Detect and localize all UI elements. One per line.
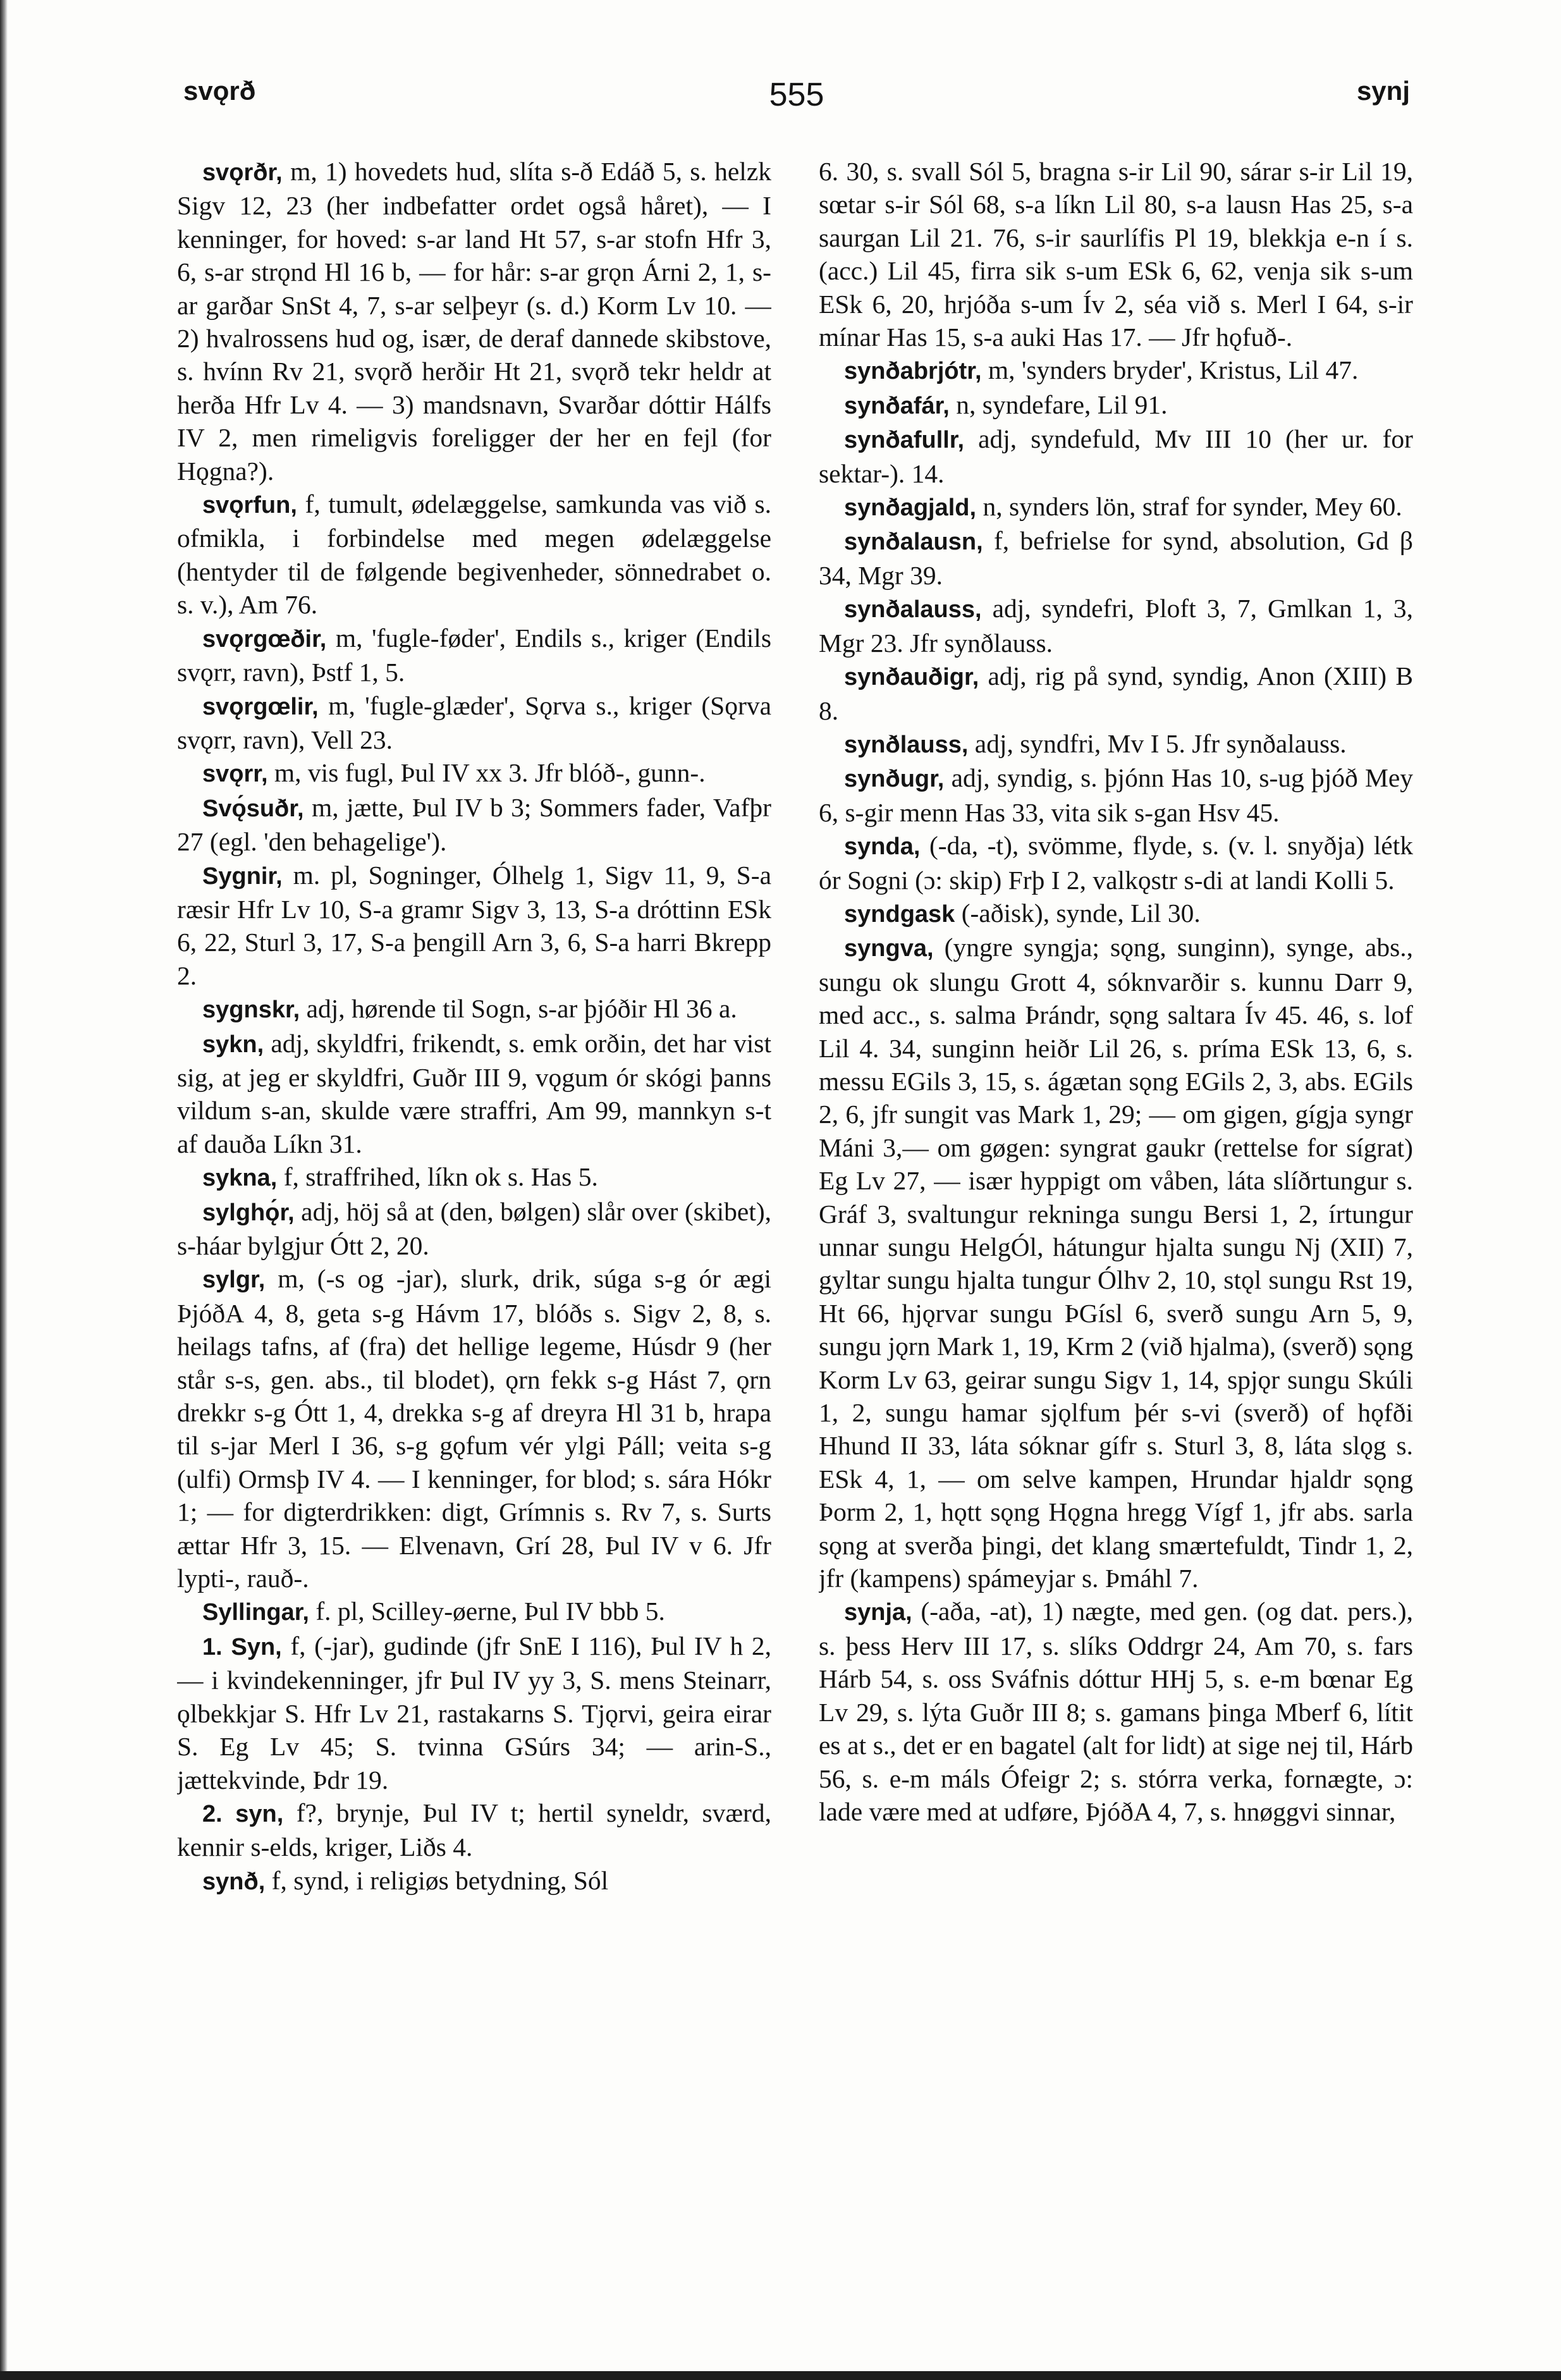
dictionary-entry (177, 1262, 771, 1595)
entry-headword: sykn, (202, 1031, 264, 1058)
entry-headword: Syllingar, (202, 1599, 309, 1626)
entry-definition: m, 'fugle-føder', Endils s., kriger (Endils svǫrr, ravn), Þstf 1, 5. (177, 623, 771, 687)
entry-definition: m, 'synders bryder', Kristus, Lil 47. (988, 355, 1359, 385)
dictionary-entry (177, 1195, 771, 1263)
entry-headword: svǫrðr, (202, 159, 283, 186)
dictionary-entry (819, 524, 1413, 592)
dictionary-entry (819, 490, 1413, 524)
dictionary-entry (819, 931, 1413, 1595)
left-guide-word: svǫrð (183, 76, 256, 106)
dictionary-entry (177, 1595, 771, 1629)
entry-definition: f?, brynje, Þul IV t; hertil syneldr, sværd, kennir s-elds, kriger, Liðs 4. (177, 1798, 771, 1862)
dictionary-entry (177, 1864, 771, 1898)
entry-definition: n, syndefare, Lil 91. (956, 390, 1168, 419)
entry-definition: f, synd, i religiøs betydning, Sól (271, 1865, 609, 1895)
entry-headword: 2. syn, (202, 1800, 284, 1827)
dictionary-entry (819, 761, 1413, 829)
entry-headword: synja, (844, 1599, 912, 1626)
entry-definition: f, straffrihed, líkn ok s. Has 5. (283, 1162, 598, 1192)
dictionary-entry (819, 1595, 1413, 1828)
entry-headword: synðauðigr, (844, 664, 979, 691)
entry-definition: f, befrielse for synd, absolution, Gd β 34, Mgr 39. (819, 526, 1413, 590)
entry-headword: sylgr, (202, 1267, 266, 1294)
scan-bottom-edge (0, 2371, 1561, 2380)
dictionary-entry (177, 992, 771, 1026)
entry-headword: synda, (844, 833, 921, 861)
scan-left-edge (0, 0, 8, 2380)
dictionary-entry (819, 388, 1413, 422)
entry-headword: synð, (202, 1868, 266, 1895)
dictionary-entry (819, 592, 1413, 659)
entry-headword: Sygnir, (202, 862, 283, 890)
right-guide-word: synj (1356, 76, 1410, 106)
dictionary-entry (819, 353, 1413, 388)
entry-headword: 1. Syn, (202, 1633, 282, 1660)
entry-headword: synðalausn, (844, 529, 983, 556)
entry-definition: (-aðisk), synde, Lil 30. (961, 898, 1201, 928)
entry-definition: 6. 30, s. svall Sól 5, bragna s-ir Lil 90, sárar s-ir Lil 19, sœtar s-ir Sól 68, s-a líkn Lil 80, s-a lausn Has 25, s-a saurgan Lil 21. 76, s-ir saurlífis Pl 19, blekkja e-n í s. (acc.) Lil 45, firra sik s-um ESk 6, 62, venja sik s-um ESk 6, 20, hrjóða s-um Ív 2, séa við s. Merl I 64, s-ir mínar Has 15, s-a auki Has 17. — Jfr hǫfuð-. (819, 157, 1413, 352)
entry-headword: synðlauss, (844, 731, 969, 758)
dictionary-entry (177, 1629, 771, 1796)
entry-headword: sykna, (202, 1165, 278, 1192)
entry-headword: sylghǫ́r, (202, 1199, 295, 1226)
entry-definition: adj, syndig, s. þjónn Has 10, s-ug þjóð Mey 6, s-gir menn Has 33, vita sik s-gan Hsv 45. (819, 763, 1413, 827)
entry-definition: m, 'fugle-glæder', Sǫrva s., kriger (Sǫrva svǫrr, ravn), Vell 23. (177, 690, 771, 754)
entry-definition: n, synders lön, straf for synder, Mey 60. (983, 492, 1402, 522)
entry-definition: m, vis fugl, Þul IV xx 3. Jfr blóð-, gunn-. (274, 758, 706, 788)
entry-headword: synðugr, (844, 766, 945, 793)
entry-definition: f, tumult, ødelæggelse, samkunda vas við s. ofmikla, i forbindelse med megen ødelæggelse (hentyder til de følgende begivenheder, sönnedrabet o. s. v.), Am 76. (177, 489, 771, 620)
entry-definition: (-da, -t), svömme, flyde, s. (v. l. snyðja) létk ór Sogni (ɔ: skip) Frþ I 2, valkǫstr s-di at landi Kolli 5. (819, 831, 1413, 895)
entry-headword: synðagjald, (844, 494, 977, 522)
dictionary-entry (177, 756, 771, 790)
right-column (819, 155, 1413, 2330)
entry-headword: synðafullr, (844, 427, 965, 454)
dictionary-entry (819, 829, 1413, 897)
left-column (177, 155, 771, 2330)
entry-definition: adj, rig på synd, syndig, Anon (XIII) B 8. (819, 661, 1413, 725)
entry-headword: synðalauss, (844, 596, 982, 623)
dictionary-entry (819, 727, 1413, 761)
entry-headword: svǫrr, (202, 761, 268, 788)
entry-headword: Svǫ́suðr, (202, 795, 304, 822)
entry-definition: adj, hørende til Sogn, s-ar þjóðir Hl 36 a. (306, 994, 737, 1024)
entry-headword: sygnskr, (202, 997, 300, 1024)
entry-definition: (-aða, -at), 1) nægte, med gen. (og dat. pers.), s. þess Herv III 17, s. slíks Oddrgr 24, Am 70, s. fars Hárb 54, s. oss Sváfnis dóttur HHj 5, s. e-m bœnar Eg Lv 29, s. lýta Guðr III 8; s. gamans þinga Mberf 6, lítit es at s., det er en bagatel (alt for lidt) at sige nej til, Hárb 56, s. e-m máls Ófeigr 2; s. stórra verka, fornægte, ɔ: lade være med at udføre, ÞjóðA 4, 7, s. hnøggvi sinnar, (819, 1597, 1413, 1826)
dictionary-entry (819, 422, 1413, 490)
entry-definition: adj, skyldfri, frikendt, s. emk orðin, det har vist sig, at jeg er skyldfri, Guðr III 9, vǫgum ór skógi þanns vildum s-an, skulde være straffri, Am 99, mannkyn s-t af dauða Líkn 31. (177, 1028, 771, 1158)
entry-definition: (yngre syngja; sǫng, sunginn), synge, abs., sungu ok slungu Grott 4, sóknvarðir s. kunnu Darr 9, med acc., s. salma Þrándr, sǫng saltara Ív 45. 46, s. lof Lil 4. 34, sunginn heiðr Lil 26, s. príma ESk 13, 6, s. messu EGils 3, 15, s. ágætan sǫng EGils 2, 3, abs. EGils 2, 6, jfr sungit vas Mark 1, 29; — om gigen, gígja syngr Máni 3,— om gøgen: syngrat gaukr (rettelse for sígrat) Eg Lv 27, — især hyppigt om våben, láta slíðrtungur s. Gráf 3, svaltungur rekninga sungu Bersi 1, 2, írtungur unnar sungu HelgÓl, hátungur hjalta sungu Nj (XII) 7, gyltar sungu hjalta tungur Ólhv 2, 10, stǫl sungu Rst 19, Ht 66, hjǫrvar sungu ÞGísl 6, sverð sungu Arn 5, 9, sungu jǫrn Mark 1, 19, Krm 2 (við hjalma), (sverð) sǫng Korm Lv 63, geirar sungu Sigv 1, 14, spjǫr sungu Skúli 1, 2, sungu hamar sjǫlfum þér s-vi (sverð) of hǫfði Hhund II 33, láta sóknar gífr s. Sturl 3, 8, láta slǫg s. ESk 4, 1, — om selve kampen, Hrundar hjaldr sǫng Þorm 2, 1, hǫtt sǫng Hǫgna hregg Vígf 1, jfr abs. sarla sǫng at sverða þingi, det klang smærtefuldt, Tindr 1, 2, jfr (kampens) spámeyjar s. Þmáhl 7. (819, 933, 1413, 1593)
entry-definition: f, (-jar), gudinde (jfr SnE I 116), Þul IV h 2, — i kvindekenninger, jfr Þul IV yy 3, S. mens Steinarr, ǫlbekkjar S. Hfr Lv 21, rastakarns S. Tjǫrvi, geira eirar S. Eg Lv 45; S. tvinna GSúrs 34; — arin-S., jættekvinde, Þdr 19. (177, 1631, 771, 1794)
entry-headword: svǫrfun, (202, 492, 297, 519)
entry-headword: synðabrjótr, (844, 358, 982, 385)
dictionary-entry (177, 859, 771, 993)
dictionary-entry (819, 897, 1413, 931)
dictionary-entry (819, 155, 1413, 353)
entry-headword: svǫrgœlir, (202, 693, 319, 720)
entry-definition: m, 1) hovedets hud, slíta s-ð Edáð 5, s. helzk Sigv 12, 23 (her indbefatter ordet også håret), — I kenninger, for hoved: s-ar land Ht 57, s-ar stofn Hfr 3, 6, s-ar strǫnd Hl 16 b, — for hår: s-ar grǫn Árni 2, 1, s-ar garðar SnSt 4, 7, s-ar selþeyr (s. d.) Korm Lv 10. — 2) hvalrossens hud og, især, de deraf dannede skibstove, s. hvínn Rv 21, svǫrð herðir Ht 21, svǫrð tekr heldr at herða Hfr Lv 4. — 3) mandsnavn, Svarðar dóttir Hálfs IV 2, men rimeligvis foreligger der her en fejl (for Hǫgna?). (177, 157, 771, 486)
dictionary-entry (177, 689, 771, 757)
entry-definition: adj, syndfri, Mv I 5. Jfr synðalauss. (974, 728, 1347, 758)
entry-definition: m, (-s og -jar), slurk, drik, súga s-g ór ægi ÞjóðA 4, 8, geta s-g Hávm 17, blóðs s. Sigv 2, 8, s. heilags tafns, af (fra) det hellige legeme, Húsdr 9 (her står s-s, gen. abs., til blodet), ǫrn fekk s-g Hást 7, ǫrn drekkr s-g Ótt 1, 4, drekka s-g af dreyra Hl 31 b, hrapa til s-jar Merl I 36, s-g gǫfum vér ylgi Páll; veita s-g (ulfi) Ormsþ IV 4. — I kenninger, for blod; s. sára Hókr 1; — for digterdrikken: digt, Grímnis s. Rv 7, s. Surts ættar Hfr 3, 15. — Elvenavn, Grí 28, Þul IV v 6. Jfr lypti-, rauð-. (177, 1264, 771, 1593)
entry-definition: adj, syndefri, Þloft 3, 7, Gmlkan 1, 3, Mgr 23. Jfr synðlauss. (819, 594, 1413, 658)
dictionary-entry (177, 1160, 771, 1194)
entry-definition: adj, höj så at (den, bølgen) slår over (skibet), s-háar bylgjur Ótt 2, 20. (177, 1196, 771, 1260)
dictionary-entry (177, 1027, 771, 1161)
dictionary-entry (177, 1796, 771, 1864)
dictionary-entry (177, 155, 771, 488)
entry-headword: syngva, (844, 935, 934, 962)
page-number: 555 (769, 77, 824, 113)
dictionary-entry (177, 622, 771, 689)
dictionary-entry (177, 488, 771, 622)
entry-definition: m, jætte, Þul IV b 3; Sommers fader, Vafþr 27 (egl. 'den behagelige'). (177, 792, 771, 857)
dictionary-entry (819, 659, 1413, 727)
page-header (183, 76, 1410, 120)
entry-headword: svǫrgœðir, (202, 625, 327, 653)
entry-headword: syndgask (844, 900, 955, 928)
entry-headword: synðafár, (844, 392, 950, 419)
dictionary-entry (177, 791, 771, 859)
entry-definition: f. pl, Scilley-øerne, Þul IV bbb 5. (315, 1597, 665, 1626)
entry-definition: adj, syndefuld, Mv III 10 (her ur. for sektar-). 14. (819, 424, 1413, 488)
entry-definition: m. pl, Sogninger, Ólhelg 1, Sigv 11, 9, S-a ræsir Hfr Lv 10, S-a gramr Sigv 3, 13, S-a dróttinn ESk 6, 22, Sturl 3, 17, S-a þengill Arn 3, 6, S-a harri Bkrepp 2. (177, 860, 771, 990)
